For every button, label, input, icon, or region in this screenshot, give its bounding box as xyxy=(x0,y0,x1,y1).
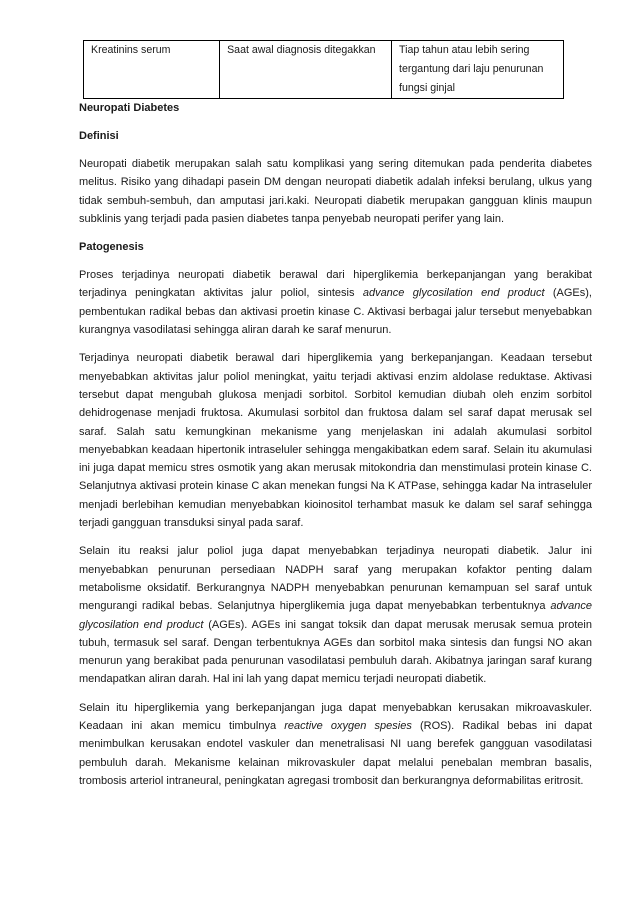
heading-definisi: Definisi xyxy=(79,130,119,142)
paragraph: Neuropati diabetik merupakan salah satu komplikasi yang sering ditemukan pada penderita diabetes melitus. Risiko yang dihadapi pasein DM dengan neuropati diabetik adalah infeksi berulang, ulkus yang tidak sembuh-sembuh, dan amputasi jari.kaki. Neuropati diabetik merupakan gangguan klinis maupun subklinis yang terjadi pada pasien diabetes tanpa penyebab neuropati perifer yang lain. xyxy=(79,158,592,225)
heading-patogenesis: Patogenesis xyxy=(79,241,144,254)
paragraph xyxy=(79,542,592,688)
text: (AGEs). AGEs ini sangat toksik dan dapat merusak merusak semua protein tubuh, termasuk sel saraf. Dengan terbentuknya AGEs dan sorbitol maka sintesis dan fungsi NO akan menurun yang berakibat pada penurunan vasodilatasi pembuluh darah. Akibatnya jaringan saraf kurang mendapatkan aliran darah. Hal ini lah yang dapat memicu terjadi neuropati diabetik. xyxy=(79,618,592,686)
text: Selain itu reaksi jalur poliol juga dapat menyebabkan terjadinya neuropati diabetik. Jalur ini menyebabkan penurunan persediaan NADPH saraf yang merupakan kofaktor penting dalam metabolisme oksidatif. Berkurangnya NADPH menyebabkan penurunan kemampuan sel saraf untuk mengurangi radikal bebas. Selanjutnya hiperglikemia juga dapat menyebabkan terbentuknya xyxy=(79,545,592,613)
text: Selain itu hiperglikemia yang berkepanjangan juga dapat menyebabkan kerusakan mikroavaskuler. Keadaan ini akan memicu timbulnya xyxy=(79,701,592,733)
section-title: Neuropati Diabetes xyxy=(79,102,180,114)
monitoring-table xyxy=(83,40,564,99)
document-page xyxy=(79,40,592,790)
paragraph xyxy=(79,266,592,339)
table-cell: Saat awal diagnosis ditegakkan xyxy=(220,41,392,99)
table-cell: Kreatinins serum xyxy=(84,41,220,99)
italic-term: advance glycosilation end product xyxy=(79,600,592,631)
table-cell: Tiap tahun atau lebih sering tergantung dari laju penurunan fungsi ginjal xyxy=(392,41,564,99)
italic-term: reactive oxygen spesies xyxy=(284,720,412,733)
text: (AGEs), pembentukan radikal bebas dan aktivasi proetin kinase C. Aktivasi berbagai jalur tersebut menyebabkan kurangnya vasodilatasi sehingga aliran darah ke saraf menurun. xyxy=(79,287,592,337)
italic-term: advance glycosilation end product xyxy=(362,287,545,300)
paragraph: Terjadinya neuropati diabetik berawal dari hiperglikemia yang berkepanjangan. Keadaan tersebut menyebabkan aktivitas jalur poliol meningkat, yaitu terjadi aktivasi enzim aldolase reduktase. Aktivasi tersebut dapat mengubah glukosa menjadi sorbitol. Sorbitol kemudian diubah oleh enzim sorbitol dehidrogenase menjadi fruktosa. Akumulasi sorbitol dan fruktosa dalam sel saraf dapat merusak sel saraf. Salah satu kemungkinan mekanisme yang menjelaskan ini adalah akumulasi sorbitol menyebabkan keadaan hipertonik intraseluler sehingga mengakibatkan edem saraf. Selain itu akumulasi ini juga dapat memicu stres osmotik yang akan merusak mitokondria dan menstimulasi protein kinase C. Selanjutnya aktivasi protein kinase C akan menekan fungsi Na K ATPase, sehingga kadar Na intraseluler menjadi berlebihan kemudian menyebabkan kioinositol terhambat masuk ke dalam sel saraf sehingga terjadi gangguan transduksi sinyal pada saraf. xyxy=(79,352,592,530)
table-row xyxy=(84,41,564,99)
text: Proses terjadinya neuropati diabetik berawal dari hiperglikemia berkepanjangan yang berakibat terjadinya peningkatan aktivitas jalur poliol, sintesis xyxy=(79,269,592,300)
text: (ROS). Radikal bebas ini dapat menimbulkan kerusakan endotel vaskuler dan menetralisasi NI uang berefek gangguan vasodilatasi pembuluh darah. Mekanisme kelainan mikrovaskuler dapat melalui penebalan membran basalis, trombosis arteriol intraneural, peningkatan agregasi trombosit dan berkurangnya deformabilitas eritrosit. xyxy=(79,720,593,787)
paragraph xyxy=(79,699,592,790)
